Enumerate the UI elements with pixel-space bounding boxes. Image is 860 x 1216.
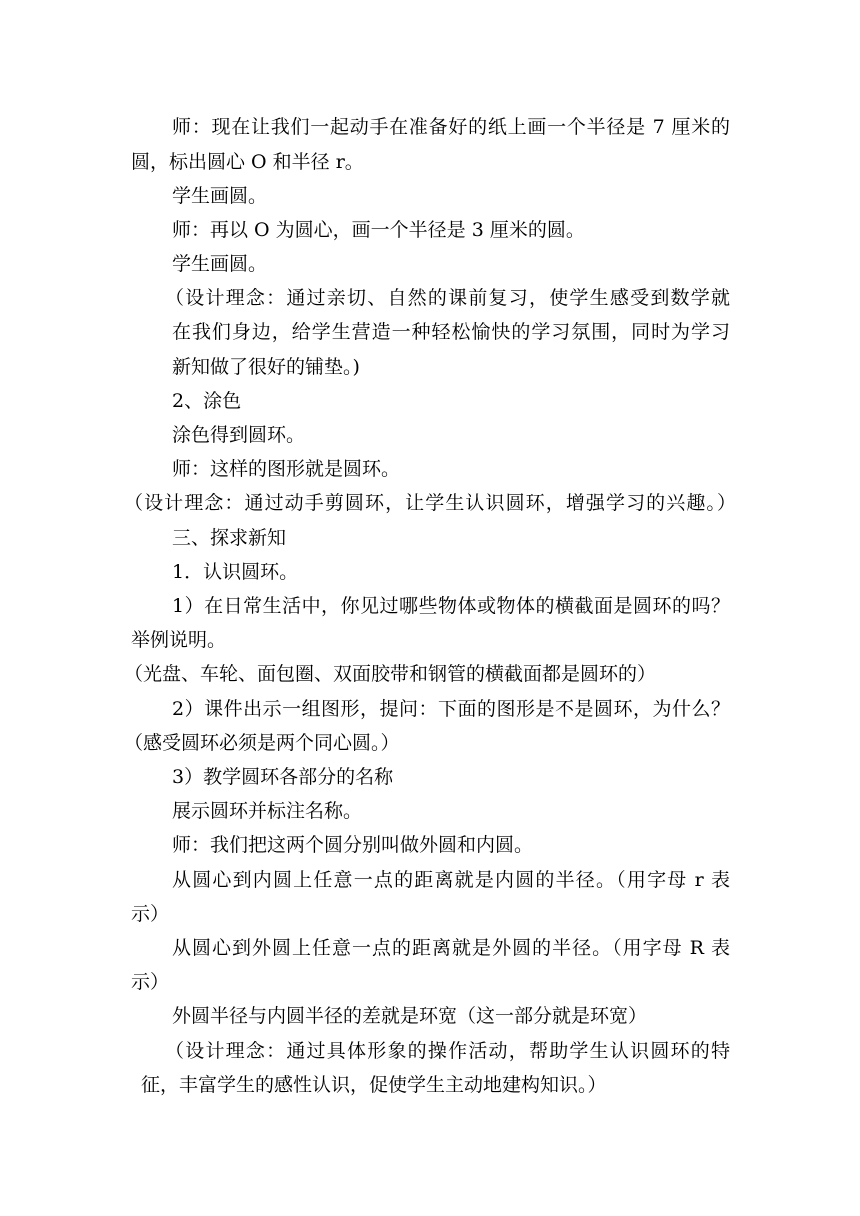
paragraph-line: 外圆半径与内圆半径的差就是环宽（这一部分就是环宽） — [172, 1005, 648, 1027]
paragraph-line: 3）教学圆环各部分的名称 — [172, 766, 394, 788]
paragraph-line: （设计理念：通过亲切、自然的课前复习，使学生感受到数学就 — [165, 287, 730, 309]
paragraph-line: 示） — [131, 971, 170, 993]
section-heading: 1．认识圆环。 — [172, 561, 299, 583]
paragraph-line: 从圆心到内圆上任意一点的距离就是内圆的半径。（用字母 r 表 — [172, 869, 730, 891]
paragraph-line: 师：现在让我们一起动手在准备好的纸上画一个半径是 7 厘米的 — [172, 116, 730, 138]
paragraph-line: 2）课件出示一组图形，提问：下面的图形是不是圆环，为什么？ — [172, 698, 730, 720]
paragraph-line: 新知做了很好的铺垫。) — [172, 356, 360, 378]
paragraph-line: 征，丰富学生的感性认识，促使学生主动地建构知识。） — [141, 1074, 607, 1096]
section-heading: 2、涂色 — [172, 390, 242, 412]
paragraph-line: 学生画圆。 — [172, 185, 268, 207]
paragraph-line: （感受圆环必须是两个同心圆。） — [124, 732, 400, 754]
paragraph-line: 举例说明。 — [131, 629, 227, 651]
paragraph-line: 从圆心到外圆上任意一点的距离就是外圆的半径。（用字母 R 表 — [172, 937, 730, 959]
paragraph-line: 师：再以 O 为圆心，画一个半径是 3 厘米的圆。 — [172, 219, 585, 241]
paragraph-line: 师：我们把这两个圆分别叫做外圆和内圆。 — [172, 834, 534, 856]
paragraph-line: （光盘、车轮、面包圈、双面胶带和钢管的横截面都是圆环的） — [124, 663, 657, 685]
paragraph-line: 圆，标出圆心 O 和半径 r。 — [131, 151, 364, 173]
paragraph-line: （设计理念：通过动手剪圆环，让学生认识圆环，增强学习的兴趣。） — [124, 492, 736, 514]
paragraph-line: 1）在日常生活中，你见过哪些物体或物体的横截面是圆环的吗？ — [172, 595, 730, 617]
paragraph-line: 师：这样的图形就是圆环。 — [172, 458, 401, 480]
paragraph-line: （设计理念：通过具体形象的操作活动，帮助学生认识圆环的特 — [165, 1040, 730, 1062]
paragraph-line: 学生画圆。 — [172, 253, 268, 275]
paragraph-line: 涂色得到圆环。 — [172, 424, 306, 446]
paragraph-line: 示） — [131, 903, 170, 925]
paragraph-line: 在我们身边，给学生营造一种轻松愉快的学习氛围，同时为学习 — [172, 321, 730, 343]
section-heading: 三、探求新知 — [172, 527, 287, 549]
paragraph-line: 展示圆环并标注名称。 — [172, 800, 363, 822]
